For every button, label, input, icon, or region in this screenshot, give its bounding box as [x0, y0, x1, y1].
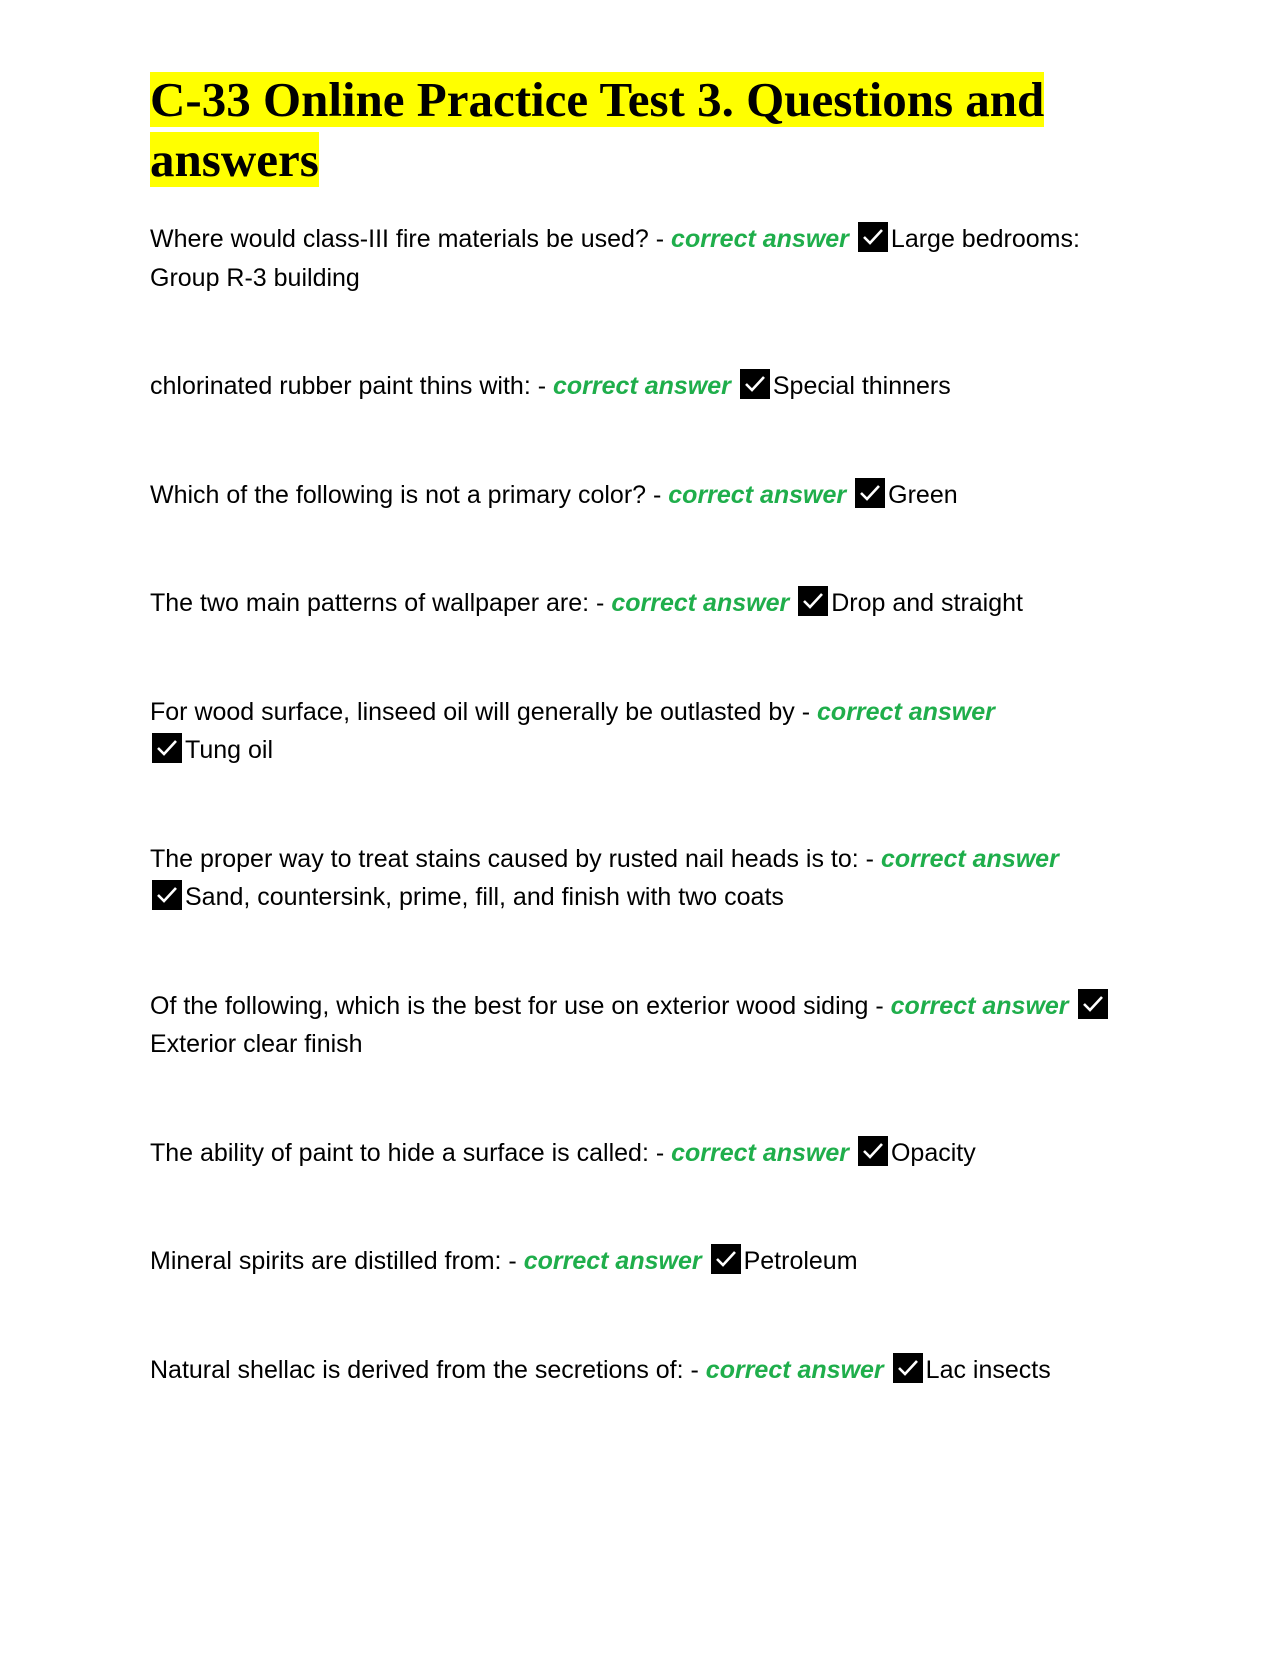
correct-answer-label: correct answer [880, 844, 1059, 873]
question-text: The two main patterns of wallpaper are: - [150, 589, 612, 617]
qa-item-2 [150, 367, 1130, 406]
check-box-icon [152, 880, 182, 910]
question-text: The ability of paint to hide a surface is called: - [150, 1138, 672, 1167]
question-text: chlorinated rubber paint thins with: - [150, 372, 553, 400]
correct-answer-label: correct answer [553, 372, 731, 400]
qa-item-4 [150, 584, 1130, 623]
check-box-icon [858, 1136, 888, 1166]
check-box-icon [740, 369, 770, 399]
check-box-icon [858, 222, 888, 252]
question-text: Mineral spirits are distilled from: - [150, 1247, 524, 1275]
correct-answer-label: correct answer [671, 225, 849, 253]
qa-item-6 [150, 840, 1130, 917]
check-box-icon [711, 1244, 741, 1274]
qa-item-10 [150, 1351, 1130, 1390]
check-box-icon [855, 478, 885, 508]
question-text: Which of the following is not a primary color? - [150, 480, 669, 509]
question-text: Where would class-III fire materials be used? - [150, 225, 672, 253]
correct-answer-label: correct answer [668, 480, 847, 509]
qa-item-5 [150, 693, 1130, 770]
correct-answer-label: correct answer [890, 991, 1069, 1020]
answer-text: Large bedrooms: Group R-3 building [150, 225, 1080, 292]
qa-item-1 [150, 220, 1130, 297]
answer-text: Exterior clear finish [150, 1030, 363, 1058]
correct-answer-label: correct answer [611, 589, 790, 617]
answer-text: Lac insects [925, 1355, 1051, 1384]
answer-text: Sand, countersink, prime, fill, and finish with two coats [185, 883, 784, 911]
answer-text: Special thinners [772, 372, 951, 400]
answer-text: Green [888, 480, 958, 509]
answer-text: Tung oil [185, 736, 274, 764]
check-box-icon [893, 1353, 923, 1383]
correct-answer-label: correct answer [817, 697, 995, 726]
question-text: The proper way to treat stains caused by rusted nail heads is to: - [150, 844, 881, 873]
question-text: Natural shellac is derived from the secretions of: - [150, 1355, 706, 1384]
document-title-text: C-33 Online Practice Test 3. Questions and answers [150, 72, 1045, 187]
answer-text: Opacity [890, 1138, 976, 1167]
correct-answer-label: correct answer [705, 1355, 884, 1384]
qa-item-8 [150, 1134, 1130, 1173]
question-text: Of the following, which is the best for use on exterior wood siding - [150, 991, 891, 1020]
correct-answer-label: correct answer [671, 1138, 849, 1167]
document-title [150, 70, 1130, 190]
qa-item-9 [150, 1242, 1130, 1281]
question-text: For wood surface, linseed oil will generally be outlasted by - [150, 697, 818, 726]
check-box-icon [1078, 989, 1108, 1019]
check-box-icon [798, 586, 828, 616]
qa-item-3 [150, 476, 1130, 515]
check-box-icon [152, 733, 182, 763]
document-page [150, 70, 1130, 1389]
correct-answer-label: correct answer [523, 1247, 702, 1275]
answer-text: Petroleum [743, 1247, 858, 1275]
answer-text: Drop and straight [831, 589, 1023, 617]
qa-item-7 [150, 987, 1130, 1064]
